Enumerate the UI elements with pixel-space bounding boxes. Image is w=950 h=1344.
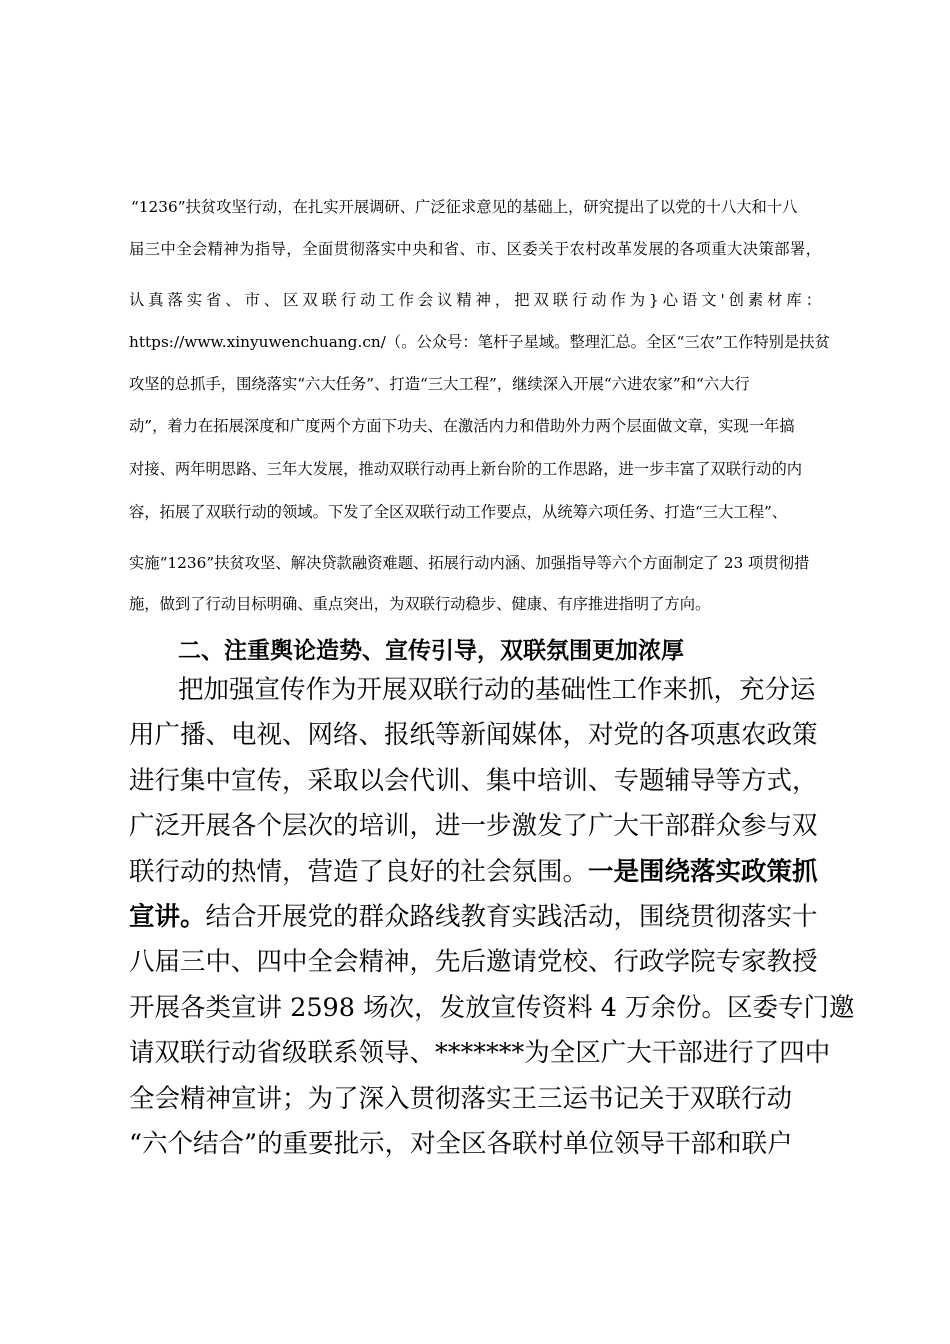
top-line-4: https://www.xinyuwenchuang.cn/（。公众号：笔杆子星域。整理汇总。全区“三农”工作特别是扶贫 [129,333,830,351]
body-line-9: 请双联行动省级联系领导、*******为全区广大干部进行了四中 [129,1038,831,1068]
emphasis-policy-lecture-1: 一是围绕落实政策抓 [588,857,818,887]
body-line-10: 全会精神宣讲；为了深入贯彻落实王三运书记关于双联行动 [129,1084,793,1114]
top-line-5: 攻坚的总抓手，围绕落实“六大任务”、打造“三大工程”，继续深入开展“六进农家”和“六大行 [129,375,750,393]
top-line-3: 认真落实省、市、区双联行动工作会议精神，把双联行动作为}心语文'创素材库： [129,291,821,309]
body-line-6 [129,897,818,933]
body-line-1: 把加强宣传作为开展双联行动的基础性工作来抓，充分运 [178,675,816,705]
section-heading: 二、注重舆论造势、宣传引导，双联氛围更加浓厚 [178,638,684,664]
body-line-11: “六个结合”的重要批示，对全区各联村单位领导干部和联户 [129,1129,793,1159]
top-line-2: 届三中全会精神为指导，全面贯彻落实中央和省、市、区委关于农村改革发展的各项重大决策部署， [129,240,821,258]
top-line-1: “1236”扶贫攻坚行动，在扎实开展调研、广泛征求意见的基础上，研究提出了以党的十八大和十八 [131,198,798,216]
body-line-5-text: 联行动的热情，营造了良好的社会氛围。 [129,857,589,887]
body-line-6-text: 结合开展党的群众路线教育实践活动，围绕贯彻落实十 [205,902,818,932]
top-line-8: 容，拓展了双联行动的领域。下发了全区双联行动工作要点，从统筹六项任务、打造“三大工程”、 [129,503,788,521]
top-line-10: 施，做到了行动目标明确、重点突出，为双联行动稳步、健康、有序推进指明了方向。 [129,595,711,613]
body-line-5 [129,852,818,888]
body-line-8: 开展各类宣讲 2598 场次，发放宣传资料 4 万余份。区委专门邀 [129,993,855,1023]
top-line-6: 动”，着力在拓展深度和广度两个方面下功夫、在激活内力和借助外力两个层面做文章，实现一年搞 [129,417,795,435]
top-line-9: 实施“1236”扶贫攻坚、解决贷款融资难题、拓展行动内涵、加强指导等六个方面制定了 23 项贯彻措 [129,554,810,572]
body-line-4: 广泛开展各个层次的培训，进一步激发了广大干部群众参与双 [129,811,818,841]
body-line-2: 用广播、电视、网络、报纸等新闻媒体，对党的各项惠农政策 [129,720,818,750]
body-line-3: 进行集中宣传，采取以会代训、集中培训、专题辅导等方式， [129,766,818,796]
emphasis-policy-lecture-2: 宣讲。 [129,902,206,932]
top-line-7: 对接、两年明思路、三年大发展，推动双联行动再上新台阶的工作思路，进一步丰富了双联行动的内 [129,460,803,478]
body-line-7: 八届三中、四中全会精神，先后邀请党校、行政学院专家教授 [129,947,818,977]
